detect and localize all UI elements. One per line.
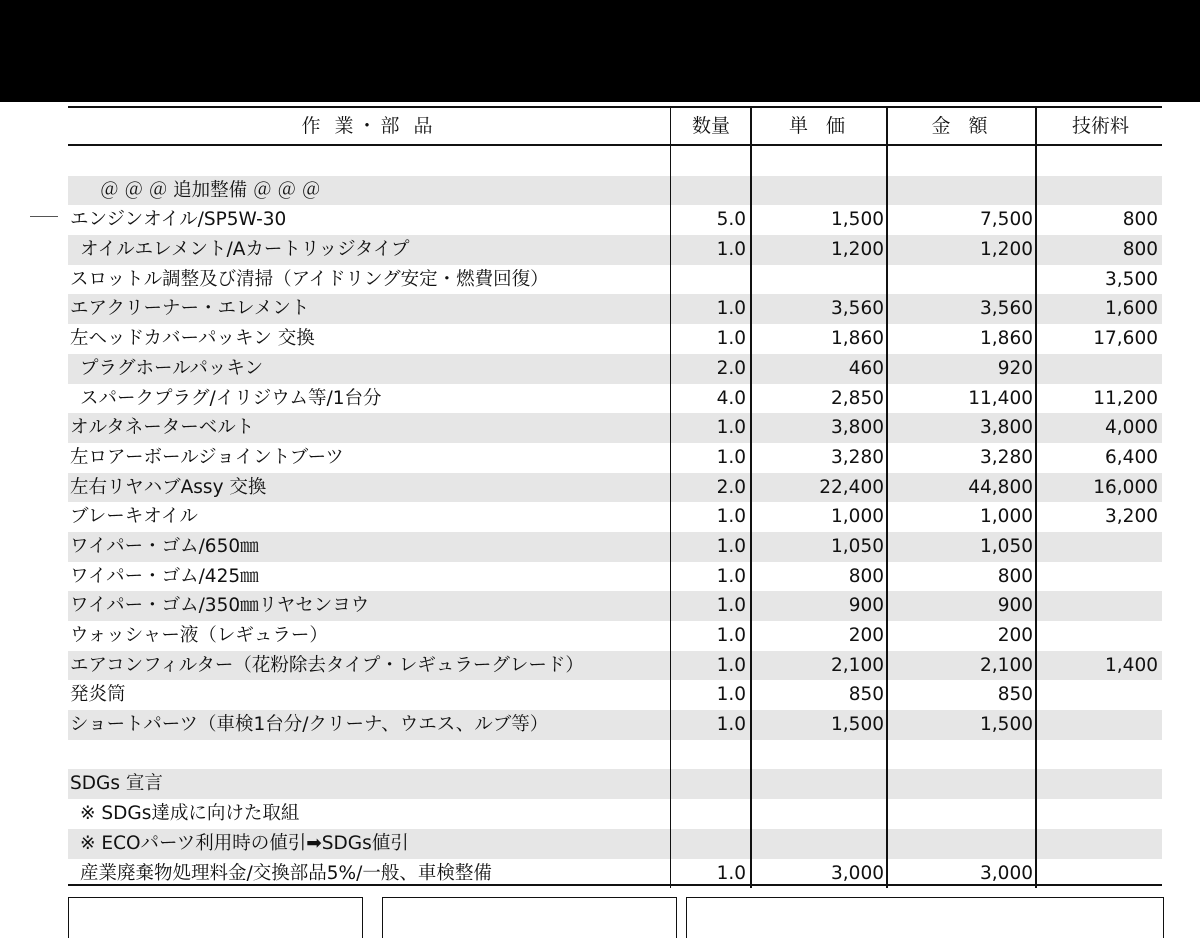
table-row: [68, 799, 1162, 829]
row-item-name: オイルエレメント/Aカートリッジタイプ: [80, 239, 410, 261]
row-unit-price: 3,280: [750, 443, 886, 473]
row-unit-price: 2,850: [750, 384, 886, 414]
row-amount: 1,000: [886, 502, 1035, 532]
header-qty: 数量: [670, 108, 751, 144]
row-item-name: エアコンフィルター（花粉除去タイプ・レギュラーグレード）: [70, 654, 584, 676]
footer-box-left: [68, 897, 363, 938]
row-qty: 1.0: [670, 651, 750, 681]
table-row: [68, 651, 1162, 681]
table-row: [68, 265, 1162, 295]
table-row: [68, 176, 1162, 206]
row-qty: [670, 146, 750, 176]
row-tech-fee: [1035, 562, 1162, 592]
row-amount: 44,800: [886, 473, 1035, 503]
row-qty: 1.0: [670, 502, 750, 532]
row-item-name: オルタネーターベルト: [70, 417, 255, 439]
row-tech-fee: 3,500: [1035, 265, 1162, 295]
row-tech-fee: [1035, 799, 1162, 829]
row-amount: 1,860: [886, 324, 1035, 354]
row-unit-price: 1,050: [750, 532, 886, 562]
table-row: [68, 324, 1162, 354]
row-item-name: ワイパー・ゴム/350㎜リヤセンヨウ: [70, 595, 370, 617]
table-row: [68, 413, 1162, 443]
row-unit-price: 3,800: [750, 413, 886, 443]
row-amount: 3,280: [886, 443, 1035, 473]
margin-dash-mark: [30, 216, 58, 217]
row-item-name: [70, 740, 666, 770]
row-unit-price: 22,400: [750, 473, 886, 503]
table-row: [68, 294, 1162, 324]
row-amount: [886, 176, 1035, 206]
row-tech-fee: [1035, 621, 1162, 651]
header-name: 作 業・部 品: [301, 115, 437, 137]
row-item-name: エンジンオイル/SP5W-30: [70, 209, 287, 231]
row-amount: 1,500: [886, 710, 1035, 740]
row-tech-fee: 17,600: [1035, 324, 1162, 354]
table-row: [68, 621, 1162, 651]
row-unit-price: [750, 265, 886, 295]
row-unit-price: 850: [750, 680, 886, 710]
row-unit-price: [750, 799, 886, 829]
row-amount: [886, 799, 1035, 829]
row-tech-fee: 16,000: [1035, 473, 1162, 503]
row-qty: [670, 265, 750, 295]
row-amount: [886, 769, 1035, 799]
row-unit-price: 1,200: [750, 235, 886, 265]
row-tech-fee: 1,400: [1035, 651, 1162, 681]
row-amount: 850: [886, 680, 1035, 710]
row-tech-fee: [1035, 829, 1162, 859]
row-unit-price: 200: [750, 621, 886, 651]
row-amount: 7,500: [886, 205, 1035, 235]
row-item-name: ワイパー・ゴム/650㎜: [70, 535, 259, 557]
table-header: [68, 106, 1162, 146]
row-unit-price: 1,500: [750, 710, 886, 740]
table-row: [68, 473, 1162, 503]
row-tech-fee: 800: [1035, 205, 1162, 235]
row-unit-price: 460: [750, 354, 886, 384]
row-tech-fee: 1,600: [1035, 294, 1162, 324]
row-amount: 11,400: [886, 384, 1035, 414]
row-item-name: [70, 146, 666, 176]
row-amount: 900: [886, 591, 1035, 621]
row-item-name: スロットル調整及び清掃（アイドリング安定・燃費回復）: [70, 268, 549, 290]
table-body: [68, 146, 1162, 888]
table-row: [68, 532, 1162, 562]
table-row: [68, 769, 1162, 799]
row-unit-price: [750, 740, 886, 770]
row-qty: 1.0: [670, 324, 750, 354]
row-amount: 3,000: [886, 859, 1035, 889]
row-item-name: ショートパーツ（車検1台分/クリーナ、ウエス、ルブ等）: [70, 714, 549, 736]
row-amount: 3,800: [886, 413, 1035, 443]
row-item-name: プラグホールパッキン: [80, 357, 264, 379]
row-tech-fee: 3,200: [1035, 502, 1162, 532]
row-unit-price: 1,500: [750, 205, 886, 235]
row-item-name: ※ ECOパーツ利用時の値引➡SDGs値引: [80, 832, 409, 854]
row-unit-price: 800: [750, 562, 886, 592]
table-row: [68, 829, 1162, 859]
row-tech-fee: [1035, 176, 1162, 206]
row-item-name: ワイパー・ゴム/425㎜: [70, 565, 259, 587]
footer-box-middle: [382, 897, 677, 938]
row-item-name: 産業廃棄物処理料金/交換部品5%/一般、車検整備: [80, 862, 492, 884]
row-unit-price: 2,100: [750, 651, 886, 681]
row-qty: 1.0: [670, 710, 750, 740]
row-tech-fee: [1035, 769, 1162, 799]
row-unit-price: 3,000: [750, 859, 886, 889]
table-bottom-rule: [68, 884, 1162, 886]
row-tech-fee: [1035, 146, 1162, 176]
header-tech-fee: 技術料: [1035, 108, 1164, 144]
row-qty: 5.0: [670, 205, 750, 235]
row-unit-price: 900: [750, 591, 886, 621]
row-amount: 1,050: [886, 532, 1035, 562]
row-item-name: 左ヘッドカバーパッキン 交換: [70, 328, 315, 350]
table-row: [68, 680, 1162, 710]
row-qty: [670, 176, 750, 206]
row-qty: 1.0: [670, 443, 750, 473]
row-item-name: スパークプラグ/イリジウム等/1台分: [80, 387, 382, 409]
row-unit-price: 1,860: [750, 324, 886, 354]
row-unit-price: 1,000: [750, 502, 886, 532]
row-qty: 2.0: [670, 473, 750, 503]
table-row: [68, 205, 1162, 235]
row-amount: 1,200: [886, 235, 1035, 265]
table-row: [68, 354, 1162, 384]
table-row: [68, 740, 1162, 770]
table-row: [68, 235, 1162, 265]
row-qty: [670, 769, 750, 799]
row-qty: [670, 799, 750, 829]
row-amount: 200: [886, 621, 1035, 651]
top-black-band: [0, 0, 1200, 102]
row-qty: 1.0: [670, 413, 750, 443]
row-qty: 1.0: [670, 562, 750, 592]
row-tech-fee: [1035, 354, 1162, 384]
row-qty: 4.0: [670, 384, 750, 414]
row-item-name: エアクリーナー・エレメント: [70, 298, 310, 320]
table-row: [68, 146, 1162, 176]
row-item-name: 左ロアーボールジョイントブーツ: [70, 446, 344, 468]
footer-box-right: [686, 897, 1164, 938]
row-qty: 1.0: [670, 591, 750, 621]
table-row: [68, 443, 1162, 473]
header-unit-price: 単 価: [750, 108, 888, 144]
row-tech-fee: [1035, 740, 1162, 770]
row-tech-fee: 11,200: [1035, 384, 1162, 414]
row-qty: [670, 740, 750, 770]
row-tech-fee: [1035, 532, 1162, 562]
row-tech-fee: 800: [1035, 235, 1162, 265]
table-row: [68, 502, 1162, 532]
row-tech-fee: [1035, 680, 1162, 710]
row-amount: [886, 146, 1035, 176]
row-qty: 1.0: [670, 680, 750, 710]
row-amount: 3,560: [886, 294, 1035, 324]
row-qty: 1.0: [670, 294, 750, 324]
row-unit-price: [750, 146, 886, 176]
header-amount: 金 額: [886, 108, 1037, 144]
row-amount: [886, 265, 1035, 295]
row-unit-price: [750, 176, 886, 206]
row-qty: 1.0: [670, 235, 750, 265]
row-tech-fee: [1035, 591, 1162, 621]
row-qty: 1.0: [670, 532, 750, 562]
row-amount: [886, 740, 1035, 770]
row-qty: 2.0: [670, 354, 750, 384]
row-qty: 1.0: [670, 859, 750, 889]
table-row: [68, 384, 1162, 414]
row-item-name: ブレーキオイル: [70, 506, 198, 528]
row-item-name: ＠ ＠ ＠ 追加整備 ＠ ＠ ＠: [100, 179, 321, 201]
row-item-name: 左右リヤハブAssy 交換: [70, 476, 267, 498]
row-item-name: 発炎筒: [70, 684, 126, 706]
table-row: [68, 591, 1162, 621]
row-qty: 1.0: [670, 621, 750, 651]
row-unit-price: [750, 769, 886, 799]
row-item-name: SDGs 宣言: [70, 773, 163, 795]
row-amount: 920: [886, 354, 1035, 384]
row-amount: 800: [886, 562, 1035, 592]
row-tech-fee: 6,400: [1035, 443, 1162, 473]
row-item-name: ウォッシャー液（レギュラー）: [70, 625, 328, 646]
estimate-table: [68, 106, 1162, 888]
row-unit-price: [750, 829, 886, 859]
row-qty: [670, 829, 750, 859]
row-amount: [886, 829, 1035, 859]
row-tech-fee: 4,000: [1035, 413, 1162, 443]
row-unit-price: 3,560: [750, 294, 886, 324]
row-amount: 2,100: [886, 651, 1035, 681]
table-row: [68, 562, 1162, 592]
row-tech-fee: [1035, 710, 1162, 740]
row-item-name: ※ SDGs達成に向けた取組: [80, 803, 300, 825]
table-row: [68, 710, 1162, 740]
